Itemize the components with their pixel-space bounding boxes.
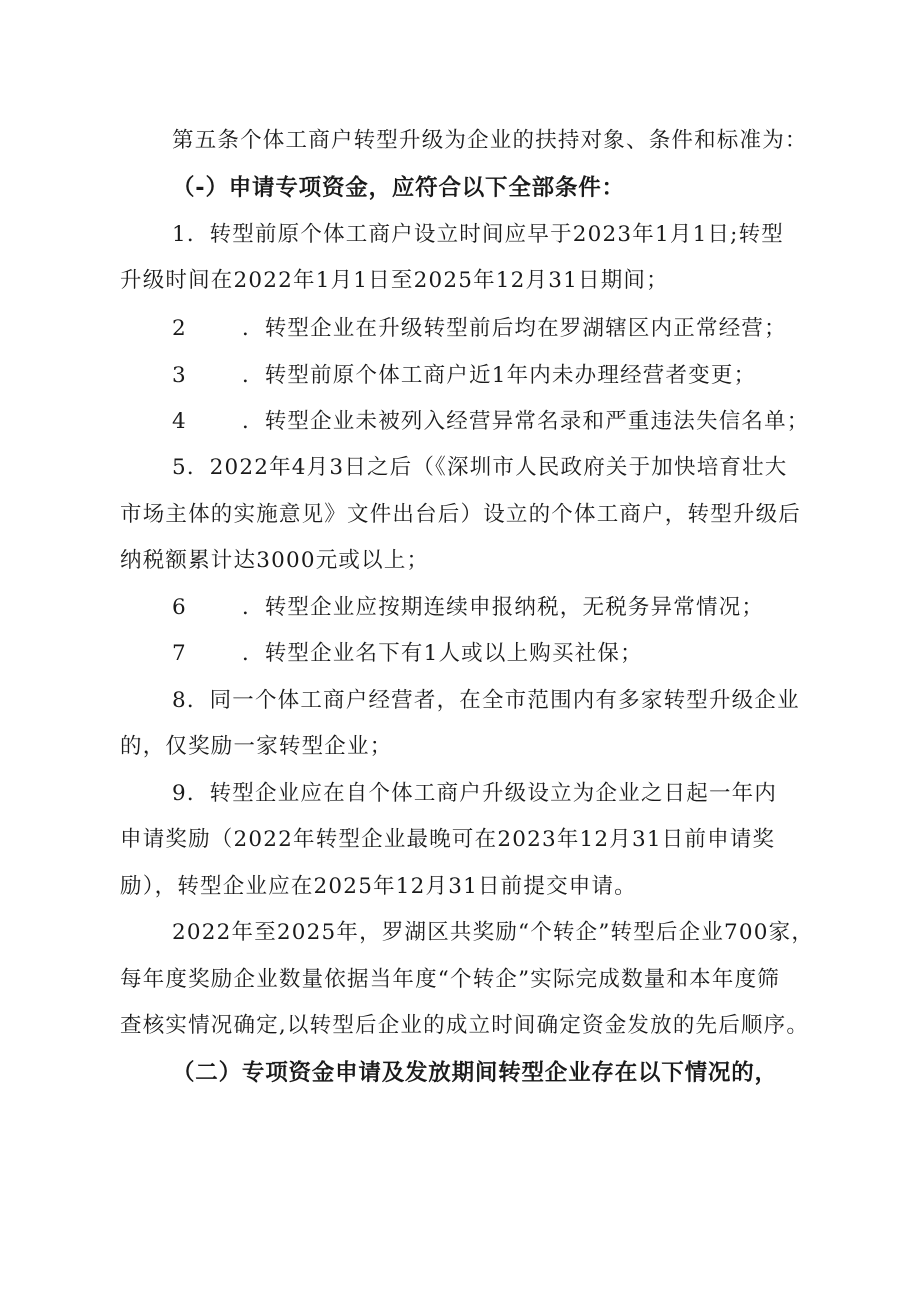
- item-5-line-1: 5．2022年4月3日之后（《深圳市人民政府关于加快培育壮大: [172, 455, 788, 480]
- item-2: [172, 314, 920, 344]
- item-5-line-2: 市场主体的实施意见》文件出台后）设立的个体工商户，转型升级后: [120, 502, 802, 527]
- item-3-text: ．转型前原个体工商户近1年内未办理经营者变更；: [242, 363, 757, 388]
- item-3: [172, 361, 920, 391]
- item-6: [172, 593, 920, 623]
- item-3-number: 3: [172, 363, 187, 388]
- item-6-number: 6: [172, 595, 187, 620]
- item-9-line-1: 9．转型企业应在自个体工商户升级设立为企业之日起一年内: [172, 781, 778, 806]
- summary-line-1: 2022年至2025年，罗湖区共奖励“个转企”转型后企业700家，: [172, 920, 815, 945]
- item-2-text: ．转型企业在升级转型前后均在罗湖辖区内正常经营；: [242, 316, 787, 341]
- item-5-line-3: 纳税额累计达3000元或以上；: [120, 548, 430, 573]
- article-intro: 第五条个体工商户转型升级为企业的扶持对象、条件和标准为：: [172, 128, 808, 153]
- section-2-heading: （二）专项资金申请及发放期间转型企业存在以下情况的，: [172, 1060, 778, 1086]
- item-1-line-1: 1．转型前原个体工商户设立时间应早于2023年1月1日;转型: [172, 222, 784, 247]
- item-9-line-3: 励），转型企业应在2025年12月31日前提交申请。: [120, 874, 637, 899]
- item-4-number: 4: [172, 409, 187, 434]
- section-1-heading: （-）申请专项资金，应符合以下全部条件：: [172, 175, 625, 201]
- item-4-text: ．转型企业未被列入经营异常名录和严重违法失信名单；: [242, 409, 810, 434]
- item-7-number: 7: [172, 641, 187, 666]
- item-6-text: ．转型企业应按期连续申报纳税，无税务异常情况；: [242, 595, 765, 620]
- summary-line-3: 查核实情况确定,以转型后企业的成立时间确定资金发放的先后顺序。: [120, 1013, 810, 1038]
- item-1-line-2: 升级时间在2022年1月1日至2025年12月31日期间；: [120, 268, 669, 293]
- item-2-number: 2: [172, 316, 187, 341]
- item-9-line-2: 申请奖励（2022年转型企业最晚可在2023年12月31日前申请奖: [120, 827, 776, 852]
- item-7-text: ．转型企业名下有1人或以上购买社保；: [242, 641, 643, 666]
- item-7: [172, 639, 920, 669]
- item-8-line-1: 8．同一个体工商户经营者，在全市范围内有多家转型升级企业: [172, 688, 800, 713]
- item-8-line-2: 的，仅奖励一家转型企业；: [120, 734, 393, 759]
- summary-line-2: 每年度奖励企业数量依据当年度“个转企”实际完成数量和本年度筛: [120, 967, 780, 992]
- item-4: [172, 407, 920, 437]
